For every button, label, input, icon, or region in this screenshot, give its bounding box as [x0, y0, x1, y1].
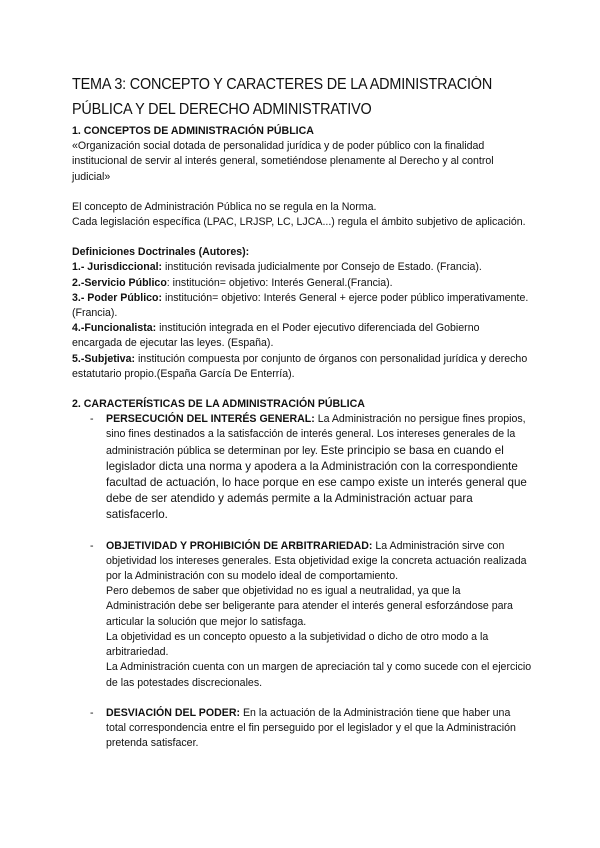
definition-item: [72, 291, 532, 321]
definition-term: 3.- Poder Público:: [72, 291, 163, 304]
definition-text: institución= objetivo: Interés General + ejerce poder público imperativamente. (Francia).: [72, 291, 529, 320]
definition-term: 1.- Jurisdiccional:: [72, 261, 163, 274]
item-text-continued: Este principio se basa en cuando el legislador dicta una norma y apodera a la Administración con la correspondiente facultad de actuación, lo hace porque en ese campo existe un interés general que debe de ser atendido y además permite a la Administración actuar para satisfacerlo.: [106, 443, 527, 522]
item-line: La objetividad es un concepto opuesto a la subjetividad o dicho de otro modo a la arbitrariedad.: [106, 630, 489, 659]
item-text: En la actuación de la Administración tiene que haber una total correspondencia entre el fin perseguido por el legislador y el que la Administración pretenda satisfacer.: [106, 706, 516, 750]
item-text: La Administración sirve con objetividad los intereses generales. Esta objetividad exige la concreta actuación realizada por la Administración con su modelo ideal de comportamiento.: [106, 539, 527, 583]
definition-text: institución compuesta por conjunto de órganos con personalidad jurídica y derecho estatutario propio.(España García De Enterría).: [72, 352, 528, 380]
list-item: [72, 412, 532, 523]
list-item: [72, 539, 532, 691]
definition-text: institución integrada en el Poder ejecutivo diferenciada del Gobierno encargada de ejecutar las leyes. (España).: [72, 322, 480, 350]
definition-term: 5.-Subjetiva:: [72, 352, 135, 365]
paragraph-legislation: Cada legislación específica (LPAC, LRJSP, LC, LJCA...) regula el ámbito subjetivo de aplicación.: [72, 216, 526, 229]
characteristics-list: [72, 412, 532, 523]
characteristics-list: [72, 539, 532, 691]
item-term: DESVIACIÓN DEL PODER:: [106, 706, 241, 719]
section-1-heading: 1. CONCEPTOS DE ADMINISTRACIÓN PÚBLICA: [72, 125, 314, 137]
definition-item: [72, 321, 532, 351]
definition-item: [72, 276, 532, 291]
list-item: [72, 706, 532, 752]
definition-text: institución revisada judicialmente por Consejo de Estado. (Francia).: [162, 261, 482, 274]
definition-text: : institución= objetivo: Interés General.(Francia).: [166, 276, 393, 289]
definition-quote: «Organización social dotada de personalidad jurídica y de poder público con la finalidad institucional de servir al interés general, sometiéndose plenamente al Derecho y al control judicial»: [72, 140, 494, 183]
item-line: La Administración cuenta con un margen de apreciación tal y como sucede con el ejercicio de las potestades discrecionales.: [106, 661, 532, 689]
item-term: OBJETIVIDAD Y PROHIBICIÓN DE ARBITRARIEDAD:: [106, 539, 373, 552]
item-text: La Administración no persigue fines propios, sino fines destinados a la satisfacción de interés general. Los intereses generales de la administración pública se determinan por ley.: [106, 413, 526, 457]
page-title: TEMA 3: CONCEPTO Y CARACTERES DE LA ADMINISTRACIÓN PÚBLICA Y DEL DERECHO ADMINISTRATIVO: [72, 76, 493, 118]
definition-term: 4.-Funcionalista:: [72, 322, 157, 335]
definition-item: [72, 352, 532, 382]
definition-item: [72, 260, 532, 275]
paragraph-concept: El concepto de Administración Pública no se regula en la Norma.: [72, 200, 377, 213]
item-term: PERSECUCIÓN DEL INTERÉS GENERAL:: [106, 413, 315, 426]
section-2-heading: 2. CARACTERÍSTICAS DE LA ADMINISTRACIÓN PÚBLICA: [72, 398, 365, 411]
characteristics-list: [72, 706, 532, 752]
item-line: Pero debemos de saber que objetividad no es igual a neutralidad, ya que la Administración debe ser beligerante para atender el interés general esforzándose para articular la solución que mejor lo satisfaga.: [106, 585, 513, 628]
document-page: [72, 72, 532, 751]
doctrinal-definitions-heading: Definiciones Doctrinales (Autores):: [72, 246, 250, 259]
definition-term: 2.-Servicio Público: [72, 276, 167, 289]
